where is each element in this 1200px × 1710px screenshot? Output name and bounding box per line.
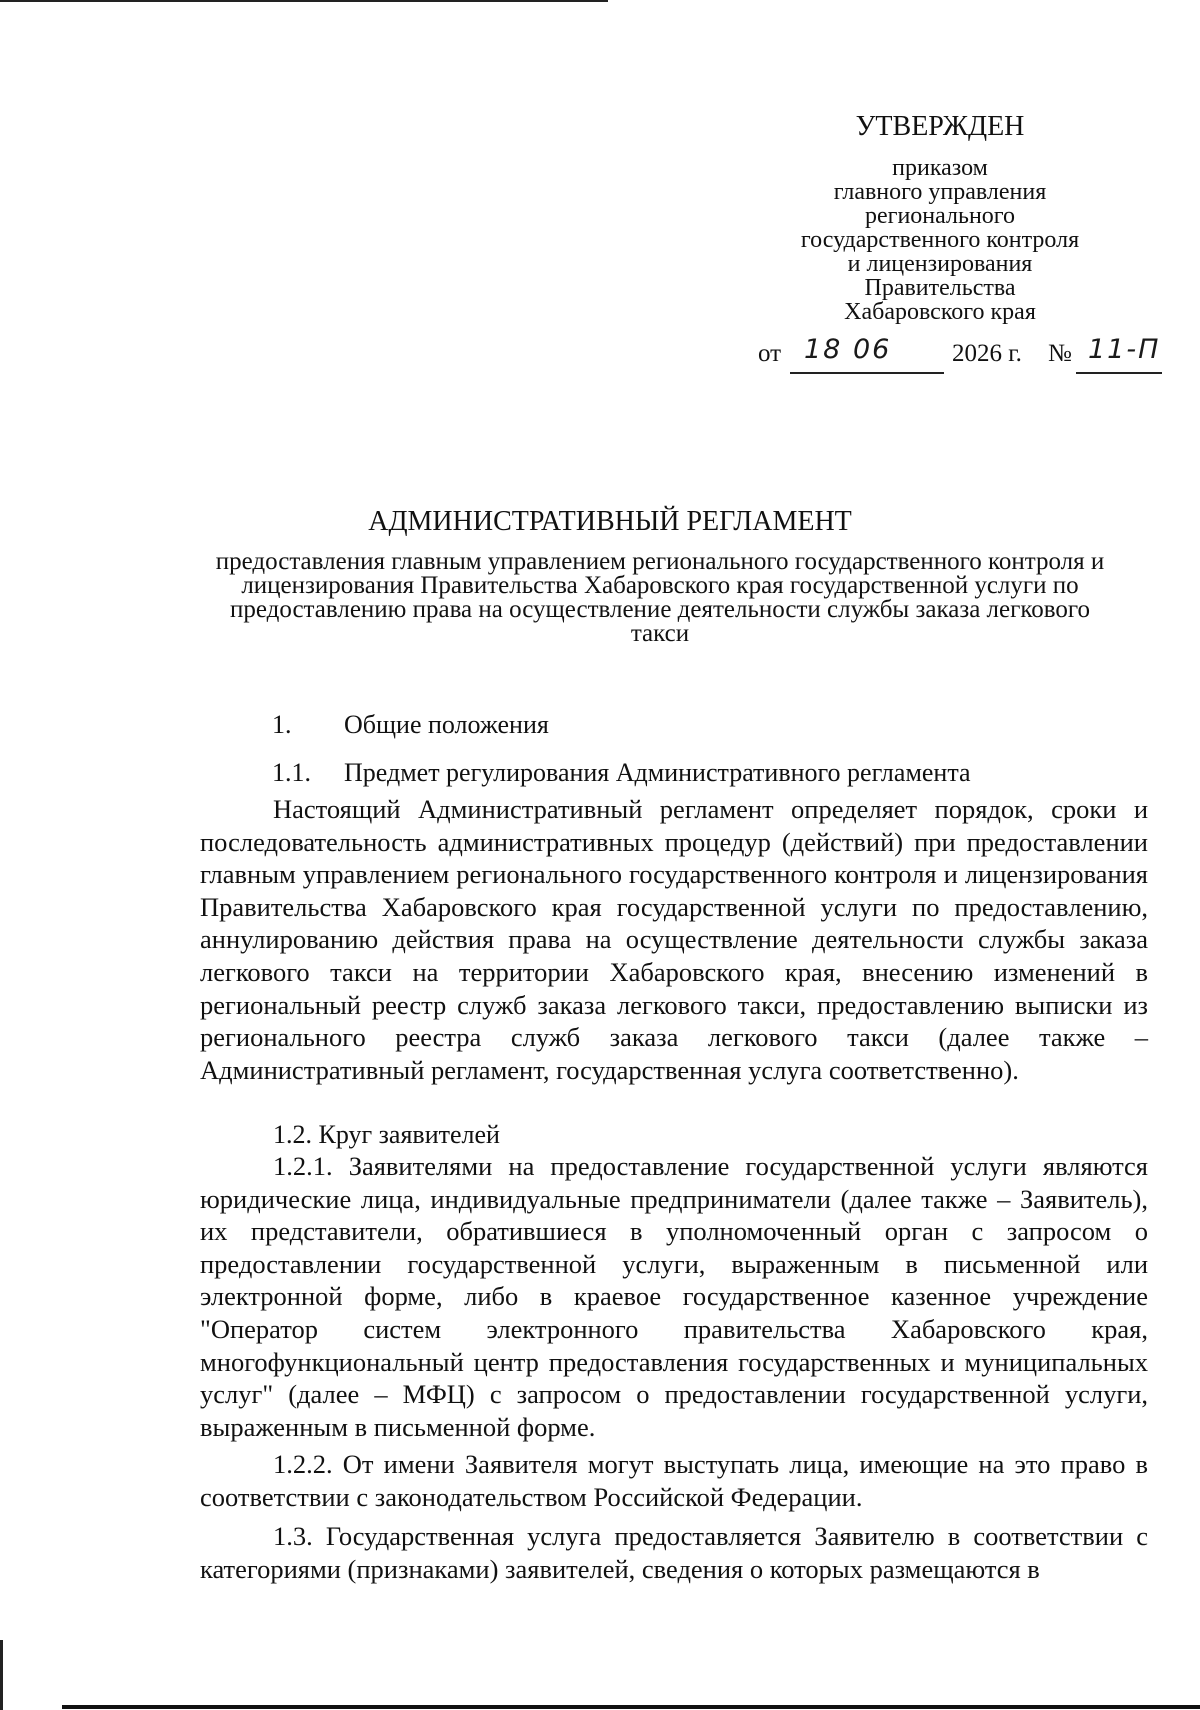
order-year: 2026 г. xyxy=(952,340,1022,367)
order-day-month-handwritten: 18 06 xyxy=(804,334,892,365)
document-subtitle: предоставления главным управлением регионального государственного контроля и лицензирования Правительства Хабаровского края государственной услуги по предоставлению права на осуществление деятельности службы заказа легкового такси xyxy=(215,548,1105,647)
order-date-underline xyxy=(790,372,944,374)
section-number: 1.1. xyxy=(272,758,311,787)
paragraph-1-3: 1.3. Государственная услуга предоставляется Заявителю в соответствии с категориями (признаками) заявителей, сведения о которых размещаются в xyxy=(200,1521,1148,1584)
order-number-handwritten: 11-П xyxy=(1088,334,1161,365)
document-title: АДМИНИСТРАТИВНЫЙ РЕГЛАМЕНТ xyxy=(368,506,852,537)
paragraph-1-2-1: 1.2.1. Заявителями на предоставление государственной услуги являются юридические лица, индивидуальные предприниматели (далее также – Заявитель), их представители, обратившиеся в уполномоченный орган с запросом о предоставлении государственной услуги, выраженным в письменной или электронной форме, либо в краевое государственное казенное учреждение "Оператор систем электронного правительства Хабаровского края, многофункциональный центр предоставления государственных и муниципальных услуг" (далее – МФЦ) с запросом о предоставлении государственной услуги, выраженным в письменной форме. xyxy=(200,1151,1148,1442)
approval-line: Хабаровского края xyxy=(844,298,1036,325)
order-number-underline xyxy=(1076,372,1162,374)
paragraph-subject: Настоящий Административный регламент определяет порядок, сроки и последовательность административных процедур (действий) при предоставлении главным управлением регионального государственного контроля и лицензирования Правительства Хабаровского края государственной услуги по предоставлению, аннулированию действия права на осуществление деятельности службы заказа легкового такси на территории Хабаровского края, внесению изменений в региональный реестр служб заказа легкового такси, предоставлению выписки из регионального реестра служб заказа легкового такси (далее также – Административный регламент, государственная услуга соответственно). xyxy=(200,794,1148,1085)
section-number: 1. xyxy=(272,710,292,739)
approval-line: главного управления xyxy=(833,178,1047,205)
approval-line: регионального xyxy=(864,202,1016,229)
approval-line: государственного контроля xyxy=(800,226,1080,253)
section-heading-1 xyxy=(272,710,549,740)
paragraph-1-2-2: 1.2.2. От имени Заявителя могут выступать лица, имеющие на это право в соответствии с законодательством Российской Федерации. xyxy=(200,1449,1148,1512)
approval-line: приказом xyxy=(892,154,988,181)
approval-line: и лицензирования xyxy=(847,250,1033,277)
approval-heading: УТВЕРЖДЕН xyxy=(855,111,1025,142)
section-heading-1-1 xyxy=(272,758,971,788)
scan-edge-bottom xyxy=(62,1705,1200,1709)
approval-line: Правительства xyxy=(864,274,1016,301)
section-title: Предмет регулирования Административного регламента xyxy=(344,758,971,787)
order-number-label: № xyxy=(1048,340,1072,367)
scan-edge-top xyxy=(0,0,608,2)
approval-block xyxy=(740,110,1140,324)
order-from-prefix: от xyxy=(758,340,782,367)
heading-1-2: 1.2. Круг заявителей xyxy=(273,1120,500,1149)
scan-edge-left xyxy=(0,1640,3,1710)
order-date-number xyxy=(758,334,1178,380)
section-title: Общие положения xyxy=(344,710,549,739)
